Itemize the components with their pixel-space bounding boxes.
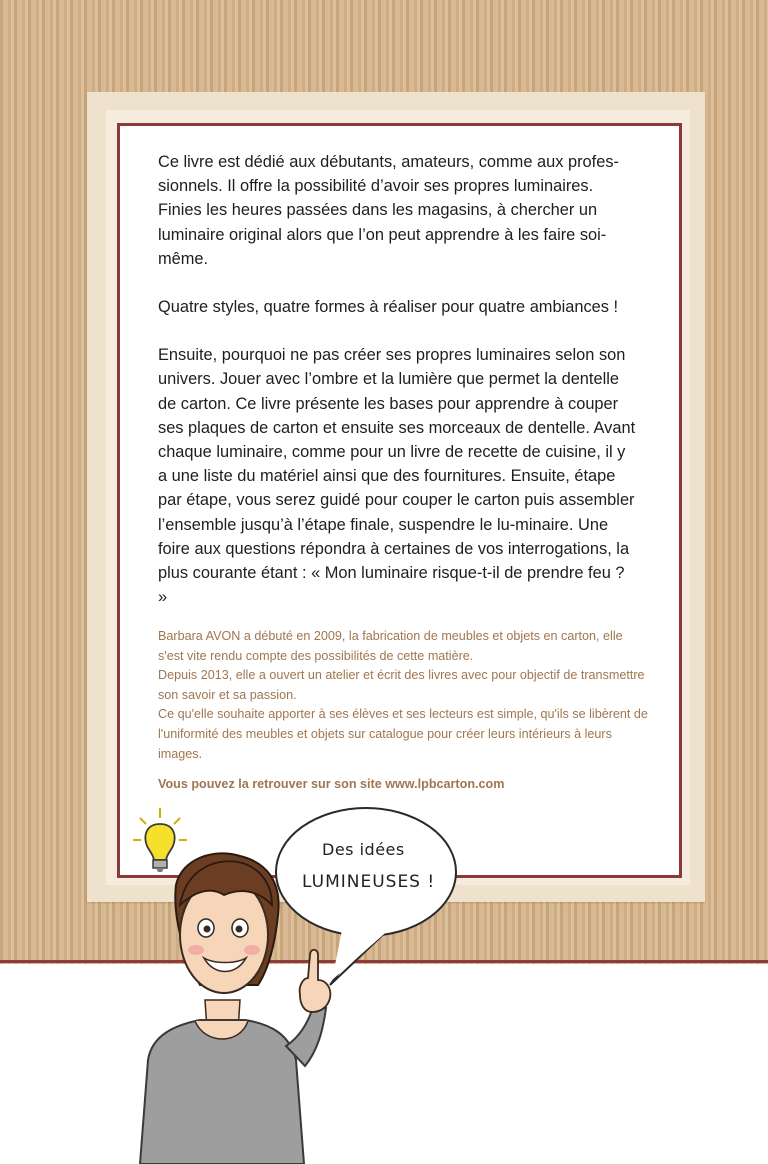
speech-bubble [276, 808, 456, 985]
bio-line-1: Barbara AVON a débuté en 2009, la fabrication de meubles et objets en carton, elle s'est vite rendu compte des possibilités de cette matière. [158, 629, 623, 663]
intro-paragraph-3: Ensuite, pourquoi ne pas créer ses propres luminaires selon son univers. Jouer avec l’ombre et la lumière que permet la dentelle de carton. Ce livre présente les bases pour apprendre à couper ses plaques de carton et ensuite ses morceaux de dentelle. Avant chaque luminaire, comme pour un livre de recette de cuisine, il y a une liste du matériel ainsi que des fournitures. Ensuite, étape par étape, vous serez guidé pour couper le carton puis assembler l’ensemble jusqu’à l’étape finale, suspendre le lu-minaire. Une foire aux questions répondra à certaines de vos interrogations, la plus courante étant : « Mon luminaire risque-t-il de prendre feu ? » [158, 346, 636, 607]
bio-line-2: Depuis 2013, elle a ouvert un atelier et écrit des livres avec pour objectif de transmettre son savoir et sa passion. [158, 668, 645, 702]
bubble-line-1: Des idées [322, 840, 405, 859]
bio-line-3: Ce qu'elle souhaite apporter à ses élèves et ses lecteurs est simple, qu'ils se libèrent de l'uniformité des meubles et objets sur catalogue pour créer leurs intérieurs à leurs images. [158, 707, 648, 761]
intro-paragraph-2: Quatre styles, quatre formes à réaliser pour quatre ambiances ! [158, 298, 619, 317]
pointing-hand [300, 950, 331, 1012]
intro-paragraph-1: Ce livre est dédié aux débutants, amateurs, comme aux profes-sionnels. Il offre la possibilité d’avoir ses propres luminaires. Finies les heures passées dans les magasins, à chercher un luminaire original alors que l’on peut apprendre à les faire soi-même. [158, 153, 619, 268]
author-website: Vous pouvez la retrouver sur son site www.lpbcarton.com [158, 777, 505, 792]
sweater [140, 1020, 304, 1164]
lightbulb-icon [133, 808, 187, 872]
bubble-line-2: LUMINEUSES ! [302, 872, 436, 892]
